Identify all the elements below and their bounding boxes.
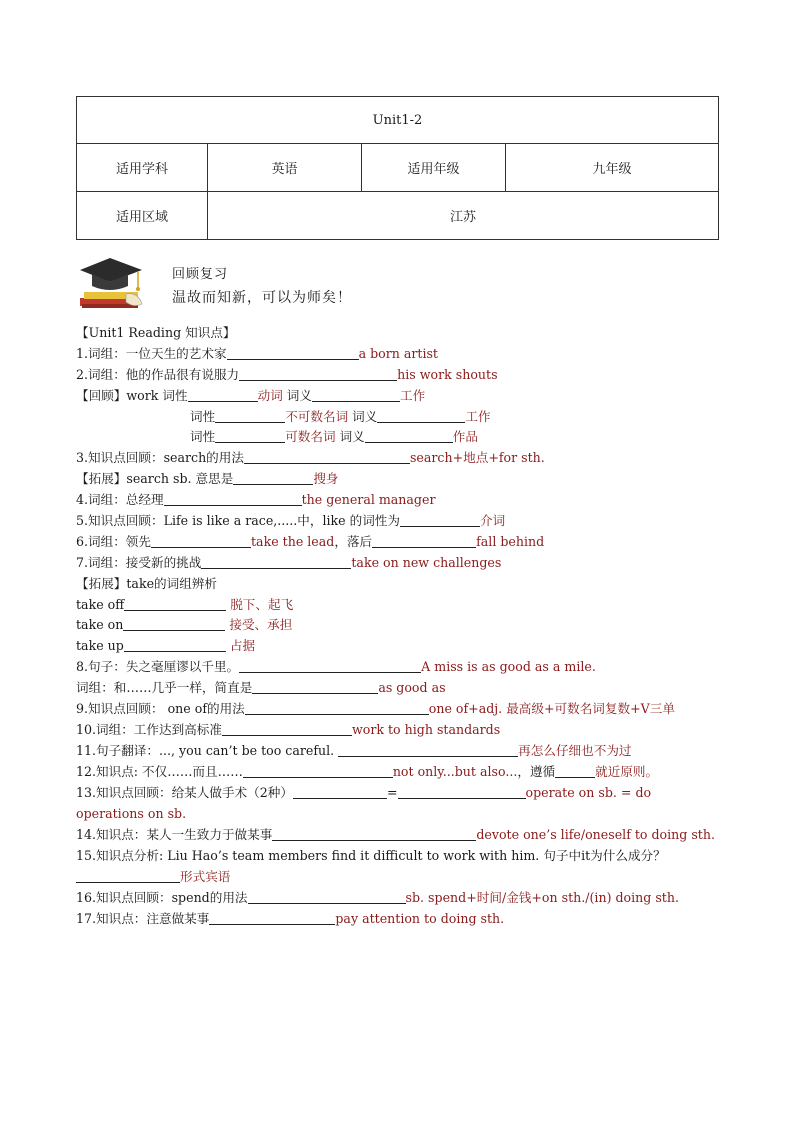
answer-blank[interactable] xyxy=(76,868,180,883)
answer-blank[interactable] xyxy=(377,408,465,423)
exercise-line: 词性 可数名词 词义 作品 xyxy=(190,429,478,445)
answer-blank[interactable] xyxy=(188,387,258,402)
answer-blank[interactable] xyxy=(222,721,352,736)
answer-blank[interactable] xyxy=(227,345,359,360)
exercise-line: 13.知识点回顾：给某人做手术（2种） = operate on sb. = do operations on sb. xyxy=(76,784,652,821)
exercise-line: 4.词组：总经理 the general manager xyxy=(76,492,436,508)
exercise-line: 5.知识点回顾：Life is like a race,.....中，like 的词性为 介词 xyxy=(76,513,506,529)
answer-blank[interactable] xyxy=(338,742,518,757)
exercise-line: 2.词组：他的作品很有说服力 his work shouts xyxy=(76,366,498,382)
exercise-line: 8.句子：失之毫厘谬以千里。 A miss is as good as a mile. xyxy=(76,659,596,675)
review-title: 回顾复习 xyxy=(172,267,229,282)
answer-blank[interactable] xyxy=(201,554,351,569)
exercise-line: 17.知识点：注意做某事 pay attention to doing sth. xyxy=(76,911,505,927)
answer-blank[interactable] xyxy=(244,449,410,464)
answer-blank[interactable] xyxy=(215,408,285,423)
answer-blank[interactable] xyxy=(365,428,453,443)
grade-label: 适用年级 xyxy=(362,144,506,192)
answer-blank[interactable] xyxy=(272,826,476,841)
answer-blank[interactable] xyxy=(233,470,313,485)
exercise-line: 10.词组：工作达到高标准 work to high standards xyxy=(76,721,501,737)
subject-value: 英语 xyxy=(208,144,362,192)
section-title: 【Unit1 Reading 知识点】 xyxy=(76,325,236,340)
exercise-line: 11.句子翻译：..., you can’t be too careful. 再怎么仔细也不为过 xyxy=(76,742,632,758)
exercise-line: 3.知识点回顾：search的用法 search+地点+for sth. xyxy=(76,450,545,466)
answer-blank[interactable] xyxy=(151,533,251,548)
answer-blank[interactable] xyxy=(245,700,429,715)
exercise-content xyxy=(76,323,721,930)
exercise-line: take on 接受、承担 xyxy=(76,617,293,633)
grade-value: 九年级 xyxy=(506,144,719,192)
exercise-line: 7.词组：接受新的挑战 take on new challenges xyxy=(76,554,502,570)
exercise-line: 6.词组：领先 take the lead，落后 fall behind xyxy=(76,533,545,549)
answer-blank[interactable] xyxy=(209,910,335,925)
exercise-line: 词组：和……几乎一样，简直是 as good as xyxy=(76,680,446,696)
answer-blank[interactable] xyxy=(124,596,226,611)
graduation-cap-icon xyxy=(76,254,156,314)
review-motto: 温故而知新，可以为师矣！ xyxy=(172,290,352,306)
exercise-line: 【回顾】work 词性 动词 词义 工作 xyxy=(76,387,426,403)
exercise-line: 12.知识点: 不仅……而且…… not only...but also...，遵循 就近原则。 xyxy=(76,763,659,779)
answer-blank[interactable] xyxy=(164,491,302,506)
exercise-line: take up 占据 xyxy=(76,638,256,654)
subject-label: 适用学科 xyxy=(77,144,208,192)
answer-blank[interactable] xyxy=(239,366,397,381)
answer-blank[interactable] xyxy=(252,679,378,694)
answer-blank[interactable] xyxy=(312,387,400,402)
exercise-line: 9.知识点回顾： one of的用法 one of+adj. 最高级+可数名词复数+V三单 xyxy=(76,701,675,717)
answer-blank[interactable] xyxy=(398,784,526,799)
info-table xyxy=(76,96,719,240)
exercise-line: 【拓展】search sb. 意思是 搜身 xyxy=(76,471,339,487)
answer-blank[interactable] xyxy=(555,763,595,778)
unit-title: Unit1-2 xyxy=(77,97,719,144)
exercise-line: 14.知识点：某人一生致力于做某事 devote one’s life/oneself to doing sth. xyxy=(76,826,715,842)
answer-blank[interactable] xyxy=(248,889,406,904)
answer-blank[interactable] xyxy=(243,763,393,778)
exercise-line: 1.词组：一位天生的艺术家 a born artist xyxy=(76,345,438,361)
region-label: 适用区域 xyxy=(77,192,208,240)
answer-blank[interactable] xyxy=(123,616,225,631)
answer-blank[interactable] xyxy=(400,512,480,527)
region-value: 江苏 xyxy=(208,192,719,240)
answer-blank[interactable] xyxy=(372,533,476,548)
answer-blank[interactable] xyxy=(293,784,387,799)
exercise-line: 15.知识点分析: Liu Hao’s team members find it difficult to work with him. 句子中it为什么成分？ 形式宾语 xyxy=(76,848,666,885)
answer-blank[interactable] xyxy=(124,637,226,652)
exercise-line: 词性 不可数名词 词义 工作 xyxy=(190,408,491,424)
answer-blank[interactable] xyxy=(239,658,421,673)
answer-blank[interactable] xyxy=(215,428,285,443)
review-header xyxy=(76,254,476,314)
section-subtitle: 【拓展】take的词组辨析 xyxy=(76,575,217,591)
exercise-line: 16.知识点回顾：spend的用法 sb. spend+时间/金钱+on sth./(in) doing sth. xyxy=(76,890,679,906)
exercise-line: take off 脱下、起飞 xyxy=(76,596,294,612)
